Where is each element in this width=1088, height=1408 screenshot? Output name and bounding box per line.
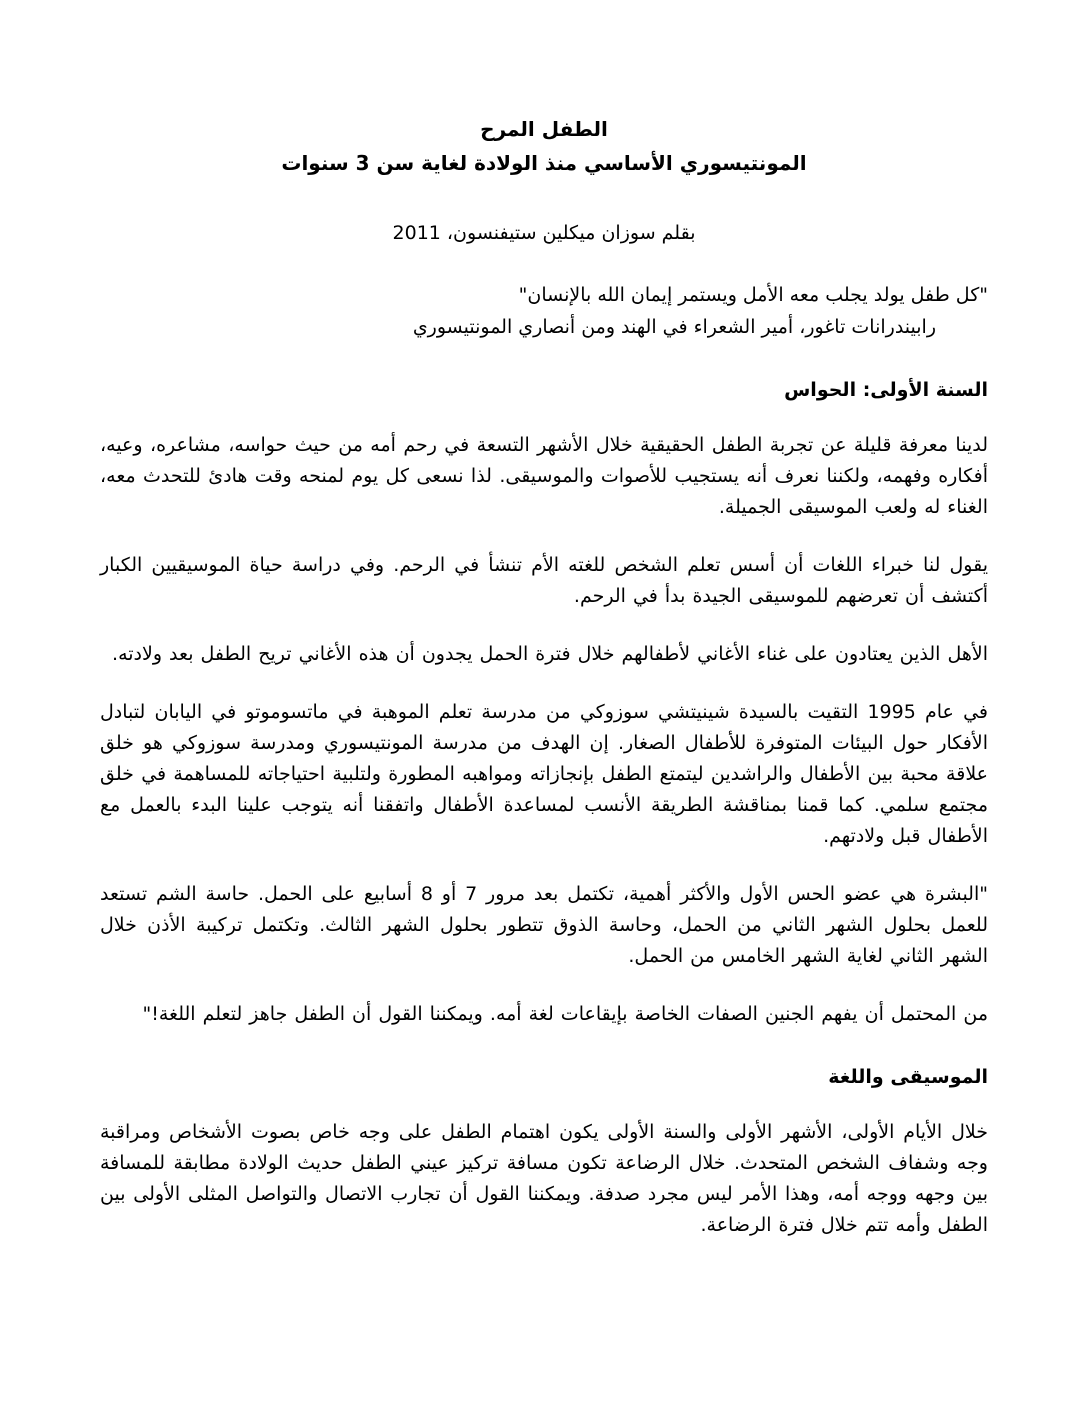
document-title: الطفل المرح <box>480 117 608 141</box>
paragraph-womb-experience: لدينا معرفة قليلة عن تجربة الطفل الحقيقية خلال الأشهر التسعة في رحم أمه من حيث حواسه، مشاعره، وعيه، أفكاره وفهمه، ولكننا نعرف أنه يستجيب للأصوات والموسيقى. لذا نسعى كل يوم لمنحه وقت هادئ للتحدث معه، الغناء له ولعب الموسيقى الجميلة. <box>100 434 988 518</box>
epigraph-quote: "كل طفل يولد يجلب معه الأمل ويستمر إيمان الله بالإنسان" <box>518 284 988 306</box>
paragraph-singing-during-pregnancy: الأهل الذين يعتادون على غناء الأغاني لأطفالهم خلال فترة الحمل يجدون أن هذه الأغاني تريح الطفل بعد ولادته. <box>112 643 988 665</box>
paragraph-suzuki-meeting-1995: في عام 1995 التقيت بالسيدة شينيتشي سوزوكي من مدرسة تعلم الموهبة في ماتسوموتو في اليابان لتبادل الأفكار حول البيئات المتوفرة للأطفال الصغار. إن الهدف من مدرسة المونتيسوري ومدرسة سوزوكي هو خلق علاقة محبة بين الأطفال والراشدين ليتمتع الطفل بإنجازاته ومواهبه المطورة ولتلبية احتياجاته للمساهمة في خلق مجتمع سلمي. كما قمنا بمناقشة الطريقة الأنسب لمساعدة الأطفال واتفقنا أنه يتوجب علينا البدء بالعمل مع الأطفال قبل ولادتهم. <box>100 701 988 847</box>
paragraph-fetus-language-rhythms: من المحتمل أن يفهم الجنين الصفات الخاصة بإيقاعات لغة أمه. ويمكننا القول أن الطفل جاهز لتعلم اللغة!" <box>142 1003 988 1025</box>
paragraph-skin-first-sense: "البشرة هي عضو الحس الأول والأكثر أهمية، تكتمل بعد مرور 7 أو 8 أسابيع على الحمل. حاسة الشم تستعد للعمل بحلول الشهر الثاني من الحمل، وحاسة الذوق تتطور بحلول الشهر الثالث. وتكتمل تركيبة الأذن خلال الشهر الثاني لغاية الشهر الخامس من الحمل. <box>100 883 988 967</box>
paragraph-first-days-attention: خلال الأيام الأولى، الأشهر الأولى والسنة الأولى يكون اهتمام الطفل على وجه خاص بصوت الأشخاص ومراقبة وجه وشفاف الشخص المتحدث. خلال الرضاعة تكون مسافة تركيز عيني الطفل حديث الولادة مطابقة للمسافة بين وجهه ووجه أمه، وهذا الأمر ليس مجرد صدفة. ويمكننا القول أن تجارب الاتصال والتواصل المثلى الأولى بين الطفل وأمه تتم خلال فترة الرضاعة. <box>100 1121 988 1236</box>
epigraph <box>100 279 988 343</box>
document-subtitle: المونتيسوري الأساسي منذ الولادة لغاية سن 3 سنوات <box>281 151 807 175</box>
epigraph-attribution: رابيندرانات تاغور، أمير الشعراء في الهند ومن أنصاري المونتيسوري <box>412 316 936 338</box>
paragraph-language-experts: يقول لنا خبراء اللغات أن أسس تعلم الشخص للغته الأم تنشأ في الرحم. وفي دراسة حياة الموسيقيين الكبار أكتشف أن تعرضهم للموسيقى الجيدة بدأ في الرحم. <box>100 554 988 607</box>
section-heading-first-year-senses: السنة الأولى: الحواس <box>784 379 988 401</box>
section-heading-music-and-language: الموسيقى واللغة <box>828 1066 988 1088</box>
byline: بقلم سوزان ميكلين ستيفنسون، 2011 <box>392 222 696 244</box>
